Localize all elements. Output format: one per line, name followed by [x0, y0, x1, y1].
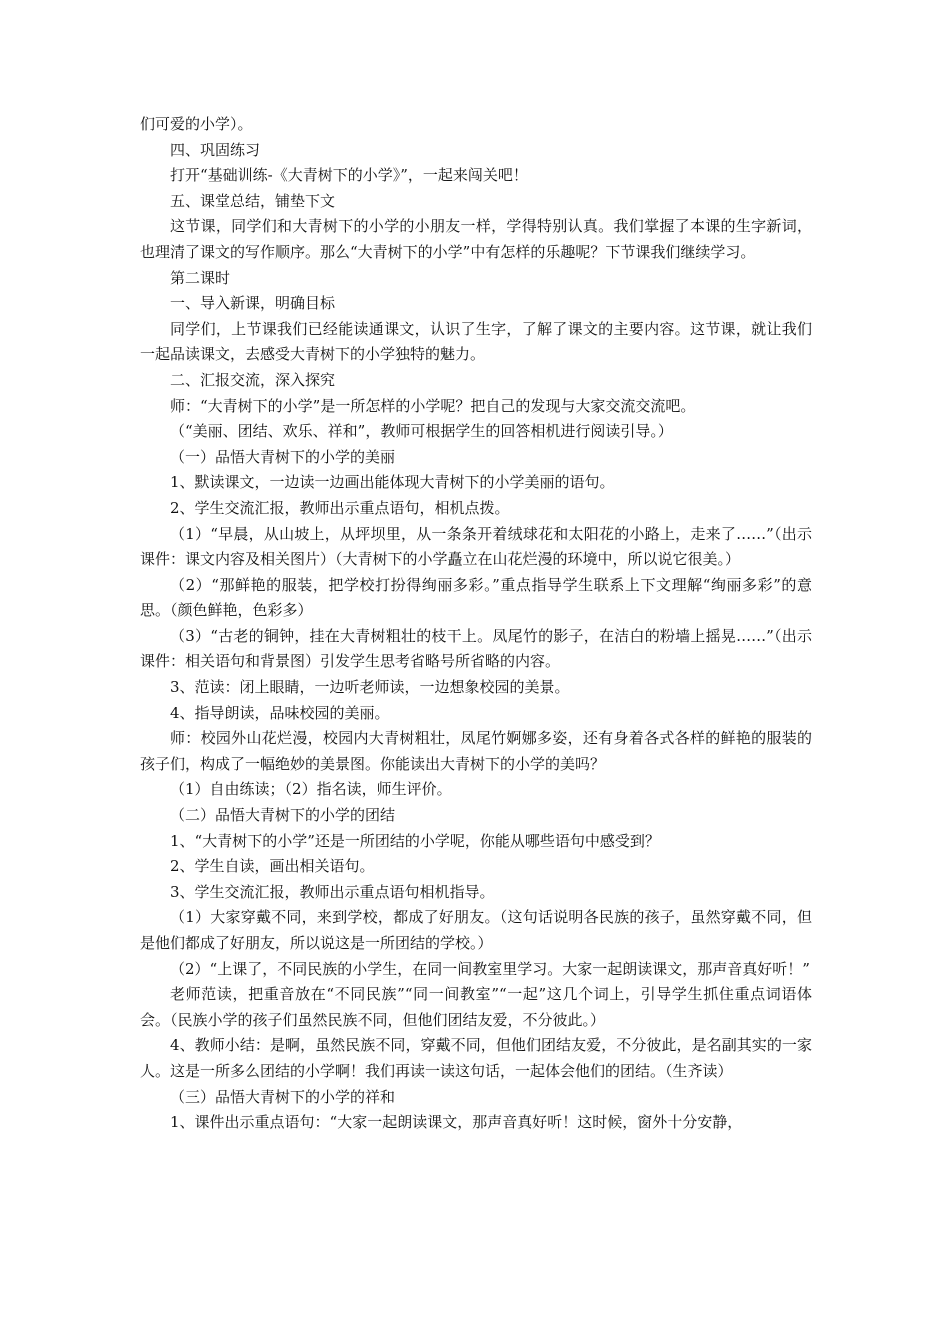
paragraph: 老师范读，把重音放在“不同民族”“同一间教室”“一起”这几个词上，引导学生抓住重点词语体会。（民族小学的孩子们虽然民族不同，但他们团结友爱，不分彼此。） — [140, 985, 812, 1029]
paragraph: （3）“古老的铜钟，挂在大青树粗壮的枝干上。凤尾竹的影子，在洁白的粉墙上摇晃……”（出示课件：相关语句和背景图）引发学生思考省略号所省略的内容。 — [140, 626, 812, 671]
paragraph: （1）自由练读；（2）指名读，师生评价。 — [170, 780, 452, 799]
document-body — [140, 112, 812, 1136]
paragraph: 2、学生交流汇报，教师出示重点语句，相机点拨。 — [170, 498, 510, 517]
paragraph: 打开“基础训练-《大青树下的小学》”，一起来闯关吧！ — [170, 166, 528, 185]
paragraph: （“美丽、团结、欢乐、祥和”，教师可根据学生的回答相机进行阅读引导。） — [170, 422, 673, 441]
paragraph: 五、课堂总结，铺垫下文 — [170, 191, 336, 210]
paragraph: （一）品悟大青树下的小学的美丽 — [170, 447, 396, 466]
paragraph: 1、默读课文，一边读一边画出能体现大青树下的小学美丽的语句。 — [170, 473, 615, 492]
paragraph: （2）“那鲜艳的服装，把学校打扮得绚丽多彩。”重点指导学生联系上下文理解“绚丽多彩”的意思。（颜色鲜艳，色彩多） — [140, 575, 812, 620]
paragraph: 一、导入新课，明确目标 — [170, 294, 336, 313]
paragraph: 1、课件出示重点语句：“大家一起朗读课文，那声音真好听！这时候，窗外十分安静， — [170, 1113, 743, 1132]
paragraph: （二）品悟大青树下的小学的团结 — [170, 806, 396, 825]
paragraph: 第二课时 — [170, 268, 231, 287]
paragraph: 这节课，同学们和大青树下的小学的小朋友一样，学得特别认真。我们掌握了本课的生字新词，也理清了课文的写作顺序。那么“大青树下的小学”中有怎样的乐趣呢？下节课我们继续学习。 — [140, 217, 812, 261]
paragraph: 1、“大青树下的小学”还是一所团结的小学呢，你能从哪些语句中感受到？ — [170, 831, 660, 850]
paragraph: 3、学生交流汇报，教师出示重点语句相机指导。 — [170, 882, 495, 901]
paragraph: （三）品悟大青树下的小学的祥和 — [170, 1087, 396, 1106]
paragraph: 同学们，上节课我们已经能读通课文，认识了生字，了解了课文的主要内容。这节课，就让我们一起品读课文，去感受大青树下的小学独特的魅力。 — [140, 319, 812, 364]
paragraph: 师：校园外山花烂漫，校园内大青树粗壮，凤尾竹婀娜多姿，还有身着各式各样的鲜艳的服装的孩子们，构成了一幅绝妙的美景图。你能读出大青树下的小学的美吗？ — [140, 729, 812, 773]
paragraph: 3、范读：闭上眼睛，一边听老师读，一边想象校园的美景。 — [170, 678, 570, 697]
paragraph: 们可爱的小学）。 — [140, 115, 253, 133]
paragraph: （1）大家穿戴不同，来到学校，都成了好朋友。（这句话说明各民族的孩子，虽然穿戴不同，但是他们都成了好朋友，所以说这是一所团结的学校。） — [140, 908, 812, 952]
paragraph: 4、指导朗读，品味校园的美丽。 — [170, 703, 390, 722]
paragraph: 四、巩固练习 — [170, 140, 261, 159]
paragraph: 2、学生自读，画出相关语句。 — [170, 857, 375, 876]
paragraph: （1）“早晨，从山坡上，从坪坝里，从一条条开着绒球花和太阳花的小路上，走来了……”（出示课件：课文内容及相关图片）（大青树下的小学矗立在山花烂漫的环境中，所以说它很美。） — [140, 524, 812, 569]
paragraph: 师：“大青树下的小学”是一所怎样的小学呢？把自己的发现与大家交流交流吧。 — [170, 396, 696, 415]
paragraph: 二、汇报交流，深入探究 — [170, 370, 336, 389]
paragraph: 4、教师小结：是啊，虽然民族不同，穿戴不同，但他们团结友爱，不分彼此，是名副其实的一家人。这是一所多么团结的小学啊！我们再读一读这句话，一起体会他们的团结。（生齐读） — [140, 1036, 812, 1080]
paragraph: （2）“上课了，不同民族的小学生，在同一间教室里学习。大家一起朗读课文，那声音真好听！” — [170, 959, 810, 978]
